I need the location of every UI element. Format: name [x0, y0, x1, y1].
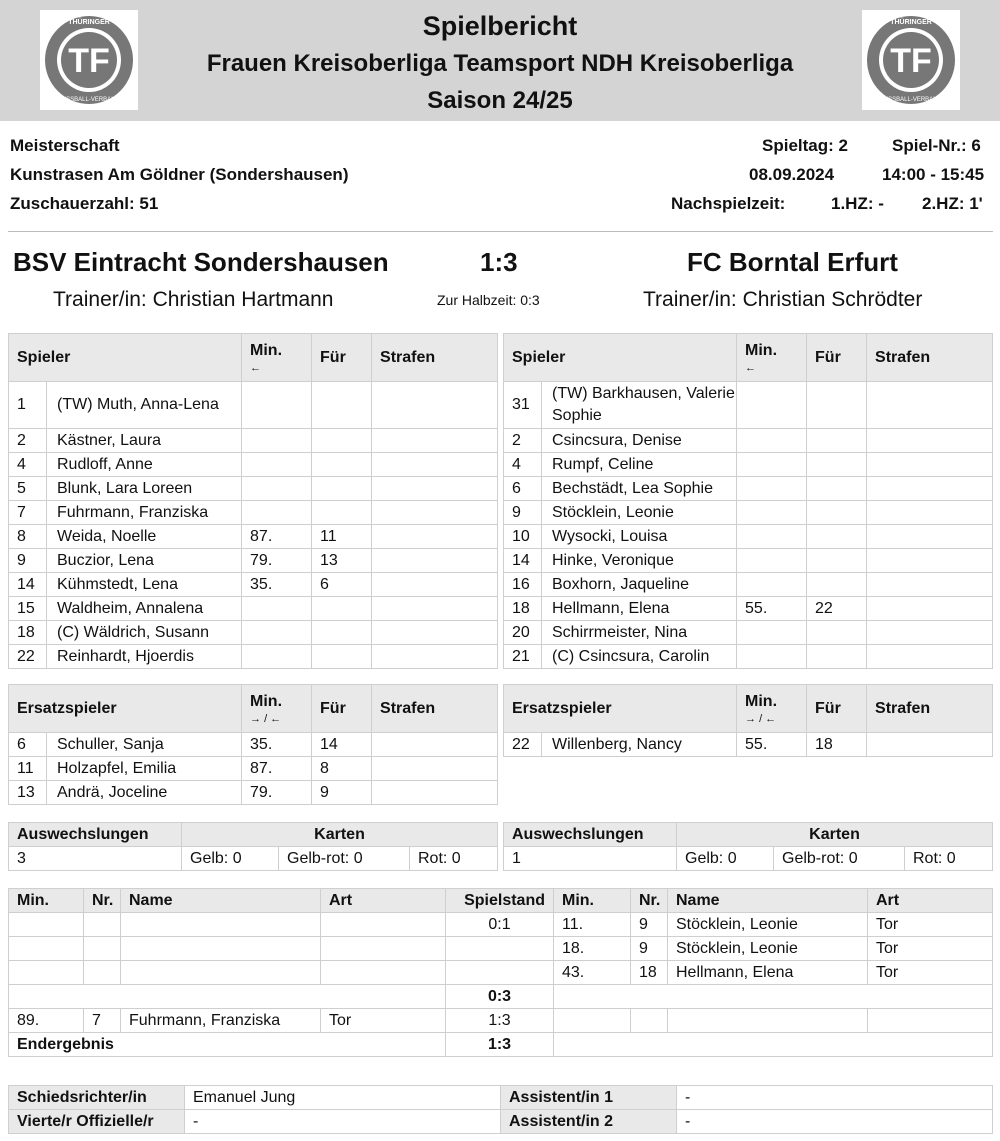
event-row: [9, 937, 993, 961]
player-name: Blunk, Lara Loreen: [47, 477, 242, 501]
event-row: [9, 913, 993, 937]
player-row: [504, 453, 993, 477]
home-event-type: [321, 961, 446, 985]
away-event-player: Stöcklein, Leonie: [668, 937, 868, 961]
player-name: Hellmann, Elena: [542, 597, 737, 621]
home-event-number: 7: [84, 1009, 121, 1033]
svg-text:TF: TF: [890, 42, 932, 80]
player-replaced: 14: [312, 733, 372, 757]
player-replaced: [807, 525, 867, 549]
assistant1-name: -: [677, 1086, 993, 1110]
col-ev-art: Art: [321, 889, 446, 913]
events-table: [8, 888, 993, 1057]
red-count: Rot: 0: [905, 847, 993, 871]
player-row: [504, 549, 993, 573]
substitutions-count: 3: [9, 847, 182, 871]
player-number: 20: [504, 621, 542, 645]
player-replaced: 9: [312, 781, 372, 805]
away-event-number: 18: [631, 961, 668, 985]
player-row: [504, 573, 993, 597]
tfv-logo-icon: [862, 10, 960, 110]
player-name: Holzapfel, Emilia: [47, 757, 242, 781]
col-fuer: Für: [312, 685, 372, 733]
referee-name: Emanuel Jung: [185, 1086, 501, 1110]
player-number: 18: [9, 621, 47, 645]
player-minute: 79.: [242, 781, 312, 805]
player-row: [9, 621, 498, 645]
player-number: 9: [9, 549, 47, 573]
player-row: [9, 477, 498, 501]
player-name: Stöcklein, Leonie: [542, 501, 737, 525]
player-replaced: [807, 621, 867, 645]
player-penalties: [867, 597, 993, 621]
player-minute: [242, 429, 312, 453]
home-event-number: [84, 961, 121, 985]
player-row: [504, 382, 993, 429]
col-fuer: Für: [312, 334, 372, 382]
player-minute: [242, 621, 312, 645]
player-minute: [242, 453, 312, 477]
col-strafen: Strafen: [867, 334, 993, 382]
player-row: [504, 621, 993, 645]
player-minute: 87.: [242, 525, 312, 549]
player-penalties: [372, 645, 498, 669]
col-fuer: Für: [807, 685, 867, 733]
col-ev-art: Art: [868, 889, 993, 913]
home-event-number: [84, 913, 121, 937]
home-event-type: [321, 937, 446, 961]
col-ev-nr: Nr.: [631, 889, 668, 913]
tfv-logo-right: [862, 10, 960, 110]
player-replaced: 22: [807, 597, 867, 621]
player-replaced: [312, 645, 372, 669]
home-event-type: [321, 913, 446, 937]
player-minute: [737, 477, 807, 501]
col-ev-min: Min.: [554, 889, 631, 913]
player-row: [9, 781, 498, 805]
player-replaced: 8: [312, 757, 372, 781]
player-number: 6: [504, 477, 542, 501]
player-number: 13: [9, 781, 47, 805]
player-replaced: [807, 429, 867, 453]
player-replaced: 6: [312, 573, 372, 597]
away-trainer: Trainer/in: Christian Schrödter: [643, 288, 923, 311]
player-number: 6: [9, 733, 47, 757]
player-penalties: [867, 645, 993, 669]
halftime-score-cell: 0:3: [446, 985, 554, 1009]
competition: Meisterschaft: [10, 136, 120, 155]
col-ersatz: Ersatzspieler: [9, 685, 242, 733]
player-row: [9, 549, 498, 573]
player-penalties: [867, 453, 993, 477]
col-ersatz: Ersatzspieler: [504, 685, 737, 733]
home-event-minute: 89.: [9, 1009, 84, 1033]
substitutions-count: 1: [504, 847, 677, 871]
home-event-type: Tor: [321, 1009, 446, 1033]
player-minute: [737, 429, 807, 453]
final-result-score: 1:3: [446, 1033, 554, 1057]
player-minute: [737, 525, 807, 549]
player-minute: 87.: [242, 757, 312, 781]
svg-text:TF: TF: [68, 42, 110, 80]
away-event-number: 9: [631, 913, 668, 937]
svg-text:THÜRINGER: THÜRINGER: [68, 19, 110, 26]
player-row: [9, 382, 498, 429]
player-minute: [737, 573, 807, 597]
player-minute: 35.: [242, 733, 312, 757]
player-number: 18: [504, 597, 542, 621]
player-replaced: [807, 549, 867, 573]
player-minute: 55.: [737, 597, 807, 621]
substitutions-label: Auswechslungen: [9, 823, 182, 847]
home-event-player: Fuhrmann, Franziska: [121, 1009, 321, 1033]
event-row: [9, 1009, 993, 1033]
player-number: 21: [504, 645, 542, 669]
player-name: Rudloff, Anne: [47, 453, 242, 477]
player-number: 14: [504, 549, 542, 573]
player-name: (C) Csincsura, Carolin: [542, 645, 737, 669]
player-minute: [737, 549, 807, 573]
away-cards-table: [503, 822, 993, 871]
player-number: 31: [504, 382, 542, 429]
col-min: Min. → / ←: [737, 685, 807, 733]
home-team-name: BSV Eintracht Sondershausen: [13, 247, 389, 277]
away-event-player: [668, 1009, 868, 1033]
spectators: Zuschauerzahl: 51: [10, 194, 159, 213]
col-strafen: Strafen: [867, 685, 993, 733]
away-event-minute: 43.: [554, 961, 631, 985]
player-replaced: [807, 477, 867, 501]
halftime-score: Zur Halbzeit: 0:3: [437, 292, 540, 308]
player-row: [9, 501, 498, 525]
match-date: 08.09.2024: [749, 165, 835, 184]
away-event-type: Tor: [868, 913, 993, 937]
away-event-type: Tor: [868, 961, 993, 985]
player-name: Kühmstedt, Lena: [47, 573, 242, 597]
away-event-number: 9: [631, 937, 668, 961]
player-penalties: [867, 549, 993, 573]
player-replaced: [312, 621, 372, 645]
col-ev-spielstand: Spielstand: [446, 889, 554, 913]
col-min: Min. ←: [737, 334, 807, 382]
cards-label: Karten: [182, 823, 498, 847]
player-minute: [737, 501, 807, 525]
player-minute: [737, 621, 807, 645]
player-row: [504, 597, 993, 621]
player-minute: [242, 382, 312, 429]
player-row: [9, 453, 498, 477]
away-event-player: Hellmann, Elena: [668, 961, 868, 985]
player-penalties: [372, 501, 498, 525]
player-row: [504, 429, 993, 453]
halftime-spacer: [9, 985, 446, 1009]
player-name: Reinhardt, Hjoerdis: [47, 645, 242, 669]
player-penalties: [372, 477, 498, 501]
away-event-type: Tor: [868, 937, 993, 961]
player-name: (TW) Barkhausen, Valerie Sophie: [542, 382, 737, 429]
away-subs-table: [503, 684, 993, 757]
player-minute: [737, 453, 807, 477]
venue: Kunstrasen Am Göldner (Sondershausen): [10, 165, 349, 184]
player-row: [9, 645, 498, 669]
player-minute: [737, 645, 807, 669]
player-penalties: [372, 525, 498, 549]
player-number: 4: [504, 453, 542, 477]
player-name: Boxhorn, Jaqueline: [542, 573, 737, 597]
fourth-official-label: Vierte/r Offizielle/r: [9, 1110, 185, 1134]
assistant1-label: Assistent/in 1: [501, 1086, 677, 1110]
player-minute: [737, 382, 807, 429]
player-penalties: [867, 501, 993, 525]
col-strafen: Strafen: [372, 685, 498, 733]
player-number: 4: [9, 453, 47, 477]
col-spieler: Spieler: [9, 334, 242, 382]
svg-text:FUSSBALL-VERBAND: FUSSBALL-VERBAND: [58, 97, 120, 103]
col-ev-name: Name: [121, 889, 321, 913]
player-penalties: [372, 781, 498, 805]
player-penalties: [372, 549, 498, 573]
player-number: 10: [504, 525, 542, 549]
player-name: Schuller, Sanja: [47, 733, 242, 757]
event-row: [9, 961, 993, 985]
svg-text:FUSSBALL-VERBAND: FUSSBALL-VERBAND: [880, 97, 942, 103]
player-row: [504, 501, 993, 525]
away-lineup-table: [503, 333, 993, 669]
col-ev-name: Name: [668, 889, 868, 913]
home-trainer: Trainer/in: Christian Hartmann: [53, 288, 334, 311]
player-name: (C) Wäldrich, Susann: [47, 621, 242, 645]
player-row: [9, 429, 498, 453]
player-penalties: [867, 429, 993, 453]
tfv-logo-icon: [40, 10, 138, 110]
event-score: 1:3: [446, 1009, 554, 1033]
player-number: 2: [9, 429, 47, 453]
player-name: Csincsura, Denise: [542, 429, 737, 453]
yellow-count: Gelb: 0: [677, 847, 774, 871]
halftime-spacer: [554, 985, 993, 1009]
player-row: [504, 525, 993, 549]
player-name: Buczior, Lena: [47, 549, 242, 573]
player-penalties: [372, 453, 498, 477]
player-penalties: [372, 733, 498, 757]
player-replaced: 13: [312, 549, 372, 573]
player-penalties: [867, 733, 993, 757]
player-row: [9, 757, 498, 781]
home-event-minute: [9, 913, 84, 937]
away-event-minute: [554, 1009, 631, 1033]
col-fuer: Für: [807, 334, 867, 382]
player-name: Bechstädt, Lea Sophie: [542, 477, 737, 501]
player-number: 5: [9, 477, 47, 501]
player-penalties: [372, 573, 498, 597]
away-event-player: Stöcklein, Leonie: [668, 913, 868, 937]
yellow-count: Gelb: 0: [182, 847, 279, 871]
player-replaced: [807, 382, 867, 429]
player-penalties: [867, 573, 993, 597]
home-event-player: [121, 937, 321, 961]
player-name: Wysocki, Louisa: [542, 525, 737, 549]
player-name: Rumpf, Celine: [542, 453, 737, 477]
away-event-number: [631, 1009, 668, 1033]
player-penalties: [867, 525, 993, 549]
home-event-player: [121, 961, 321, 985]
away-team-name: FC Borntal Erfurt: [687, 247, 898, 277]
player-name: (TW) Muth, Anna-Lena: [47, 382, 242, 429]
stoppage-second-half: 2.HZ: 1': [922, 194, 983, 213]
home-lineup-table: [8, 333, 498, 669]
report-header: [0, 0, 1000, 121]
player-replaced: [807, 645, 867, 669]
away-event-minute: 11.: [554, 913, 631, 937]
player-row: [9, 525, 498, 549]
officials-table: [8, 1085, 993, 1134]
red-count: Rot: 0: [410, 847, 498, 871]
yellow-red-count: Gelb-rot: 0: [279, 847, 410, 871]
player-number: 1: [9, 382, 47, 429]
player-name: Fuhrmann, Franziska: [47, 501, 242, 525]
player-number: 11: [9, 757, 47, 781]
player-number: 22: [9, 645, 47, 669]
player-number: 22: [504, 733, 542, 757]
matchday: Spieltag: 2: [762, 136, 848, 155]
player-penalties: [372, 757, 498, 781]
player-row: [9, 573, 498, 597]
player-minute: [242, 645, 312, 669]
player-name: Schirrmeister, Nina: [542, 621, 737, 645]
player-replaced: 18: [807, 733, 867, 757]
stoppage-first-half: 1.HZ: -: [831, 194, 884, 213]
player-row: [504, 645, 993, 669]
player-penalties: [867, 382, 993, 429]
event-score: [446, 961, 554, 985]
player-number: 7: [9, 501, 47, 525]
player-name: Hinke, Veronique: [542, 549, 737, 573]
fourth-official-name: -: [185, 1110, 501, 1134]
player-minute: [242, 477, 312, 501]
player-penalties: [372, 382, 498, 429]
player-penalties: [372, 621, 498, 645]
away-event-minute: 18.: [554, 937, 631, 961]
home-subs-table: [8, 684, 498, 805]
player-number: 9: [504, 501, 542, 525]
player-number: 14: [9, 573, 47, 597]
player-name: Willenberg, Nancy: [542, 733, 737, 757]
player-replaced: [312, 429, 372, 453]
player-minute: 79.: [242, 549, 312, 573]
col-strafen: Strafen: [372, 334, 498, 382]
yellow-red-count: Gelb-rot: 0: [774, 847, 905, 871]
season: Saison 24/25: [427, 87, 573, 114]
divider: [8, 231, 993, 232]
player-replaced: [312, 501, 372, 525]
match-time: 14:00 - 15:45: [882, 165, 985, 184]
player-replaced: [807, 573, 867, 597]
player-replaced: [312, 477, 372, 501]
home-event-player: [121, 913, 321, 937]
home-event-number: [84, 937, 121, 961]
cards-label: Karten: [677, 823, 993, 847]
match-number: Spiel-Nr.: 6: [892, 136, 981, 155]
assistant2-name: -: [677, 1110, 993, 1134]
col-min: Min. ←: [242, 334, 312, 382]
player-number: 2: [504, 429, 542, 453]
svg-text:THÜRINGER: THÜRINGER: [890, 19, 932, 26]
player-number: 8: [9, 525, 47, 549]
away-event-type: [868, 1009, 993, 1033]
player-minute: [242, 597, 312, 621]
player-minute: 35.: [242, 573, 312, 597]
home-event-minute: [9, 961, 84, 985]
league-name: Frauen Kreisoberliga Teamsport NDH Kreisoberliga: [206, 50, 794, 77]
player-penalties: [867, 621, 993, 645]
player-row: [9, 597, 498, 621]
event-score: [446, 937, 554, 961]
player-row: [504, 733, 993, 757]
tfv-logo-left: [40, 10, 138, 110]
home-cards-table: [8, 822, 498, 871]
referee-label: Schiedsrichter/in: [9, 1086, 185, 1110]
col-ev-min: Min.: [9, 889, 84, 913]
player-penalties: [867, 477, 993, 501]
player-penalties: [372, 429, 498, 453]
player-replaced: [312, 382, 372, 429]
player-name: Andrä, Joceline: [47, 781, 242, 805]
player-name: Waldheim, Annalena: [47, 597, 242, 621]
col-spieler: Spieler: [504, 334, 737, 382]
player-minute: 55.: [737, 733, 807, 757]
player-replaced: [807, 501, 867, 525]
player-number: 15: [9, 597, 47, 621]
player-name: Kästner, Laura: [47, 429, 242, 453]
player-minute: [242, 501, 312, 525]
player-replaced: 11: [312, 525, 372, 549]
col-min: Min. → / ←: [242, 685, 312, 733]
player-name: Weida, Noelle: [47, 525, 242, 549]
player-row: [504, 477, 993, 501]
player-replaced: [312, 597, 372, 621]
player-penalties: [372, 597, 498, 621]
player-row: [9, 733, 498, 757]
event-score: 0:1: [446, 913, 554, 937]
report-title: Spielbericht: [422, 11, 578, 41]
final-score: 1:3: [480, 247, 518, 277]
home-event-minute: [9, 937, 84, 961]
player-replaced: [312, 453, 372, 477]
substitutions-label: Auswechslungen: [504, 823, 677, 847]
final-result-label: Endergebnis: [9, 1033, 446, 1057]
assistant2-label: Assistent/in 2: [501, 1110, 677, 1134]
stoppage-label: Nachspielzeit:: [671, 194, 786, 213]
col-ev-nr: Nr.: [84, 889, 121, 913]
player-replaced: [807, 453, 867, 477]
player-number: 16: [504, 573, 542, 597]
final-spacer: [554, 1033, 993, 1057]
